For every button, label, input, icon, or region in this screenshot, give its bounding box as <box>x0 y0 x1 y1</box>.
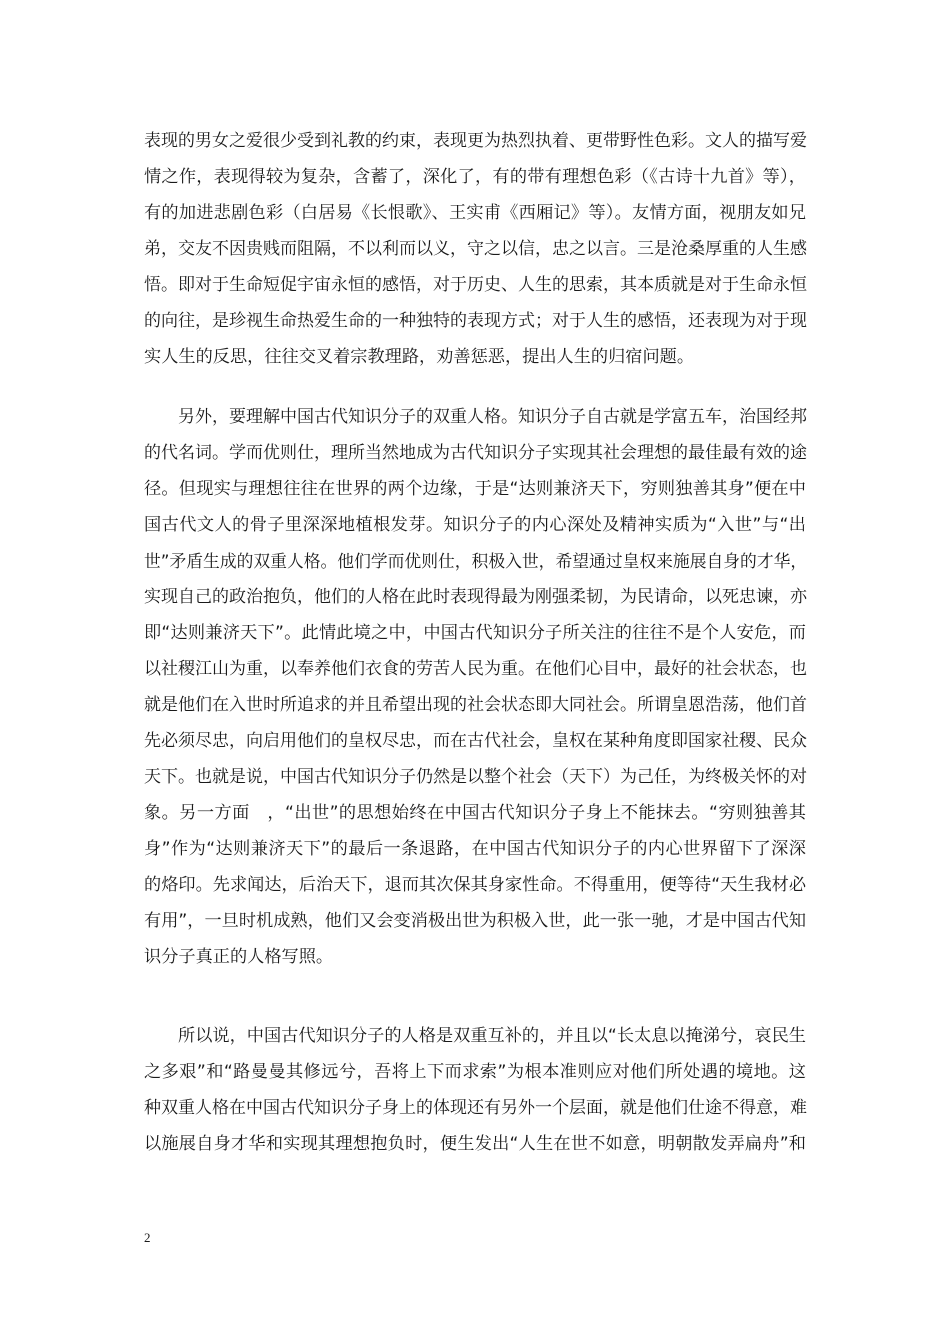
paragraph-line: 实现自己的政治抱负，他们的人格在此时表现得最为刚强柔韧，为民请命，以死忠谏，亦 <box>144 587 807 607</box>
paragraph-line: 表现的男女之爱很少受到礼教的约束，表现更为热烈执着、更带野性色彩。文人的描写爱 <box>144 131 807 151</box>
paragraph-line: 的向往，是珍视生命热爱生命的一种独特的表现方式；对于人生的感悟，还表现为对于现 <box>144 311 807 331</box>
paragraph-line: 有用”，一旦时机成熟，他们又会变消极出世为积极入世，此一张一驰，才是中国古代知 <box>144 911 807 931</box>
paragraph-line: 实人生的反思，往往交叉着宗教理路，劝善惩恶，提出人生的归宿问题。 <box>144 347 695 367</box>
paragraph-line: 识分子真正的人格写照。 <box>144 947 334 967</box>
paragraph-line: 种双重人格在中国古代知识分子身上的体现还有另外一个层面，就是他们仕途不得意，难 <box>144 1098 807 1118</box>
paragraph-line: 象。另一方面 ，“出世”的思想始终在中国古代知识分子身上不能抹去。“穷则独善其 <box>144 803 806 823</box>
paragraph-line: 另外，要理解中国古代知识分子的双重人格。知识分子自古就是学富五车，治国经邦 <box>178 407 807 427</box>
paragraph-line: 世”矛盾生成的双重人格。他们学而优则仕，积极入世，希望通过皇权来施展自身的才华， <box>144 551 808 571</box>
paragraph-line: 所以说，中国古代知识分子的人格是双重互补的，并且以“长太息以掩涕兮，哀民生 <box>178 1026 806 1046</box>
page-number: 2 <box>144 1230 151 1245</box>
paragraph-line: 径。但现实与理想往往在世界的两个边缘，于是“达则兼济天下，穷则独善其身”便在中 <box>144 479 806 499</box>
paragraph-line: 悟。即对于生命短促宇宙永恒的感悟，对于历史、人生的思索，其本质就是对于生命永恒 <box>144 275 807 295</box>
paragraph-line: 国古代文人的骨子里深深地植根发芽。知识分子的内心深处及精神实质为“入世”与“出 <box>144 515 806 535</box>
paragraph-line: 之多艰”和“路曼曼其修远兮，吾将上下而求索”为根本准则应对他们所处遇的境地。这 <box>144 1062 806 1082</box>
paragraph-line: 的代名词。学而优则仕，理所当然地成为古代知识分子实现其社会理想的最佳最有效的途 <box>144 443 807 463</box>
paragraph-line: 即“达则兼济天下”。此情此境之中，中国古代知识分子所关注的往往不是个人安危，而 <box>144 623 806 643</box>
paragraph-line: 就是他们在入世时所追求的并且希望出现的社会状态即大同社会。所谓皇恩浩荡，他们首 <box>144 695 807 715</box>
paragraph-line: 先必须尽忠，向启用他们的皇权尽忠，而在古代社会，皇权在某种角度即国家社稷、民众 <box>144 731 807 751</box>
paragraph-line: 有的加进悲剧色彩（白居易《长恨歌》、王实甫《西厢记》等）。友情方面，视朋友如兄 <box>144 203 806 223</box>
paragraph-line: 情之作，表现得较为复杂，含蓄了，深化了，有的带有理想色彩（《古诗十九首》等）， <box>144 167 806 187</box>
paragraph-line: 以施展自身才华和实现其理想抱负时，便生发出“人生在世不如意，明朝散发弄扁舟”和 <box>144 1134 806 1154</box>
paragraph-line: 以社稷江山为重，以奉养他们衣食的劳苦人民为重。在他们心目中，最好的社会状态，也 <box>144 659 807 679</box>
paragraph-line: 的烙印。先求闻达，后治天下，退而其次保其身家性命。不得重用，便等待“天生我材必 <box>144 875 807 895</box>
paragraph-line: 天下。也就是说，中国古代知识分子仍然是以整个社会（天下）为己任，为终极关怀的对 <box>144 767 807 787</box>
paragraph-line: 弟，交友不因贵贱而阻隔，不以利而以义，守之以信，忠之以言。三是沧桑厚重的人生感 <box>144 239 807 259</box>
paragraph-line: 身”作为“达则兼济天下”的最后一条退路，在中国古代知识分子的内心世界留下了深深 <box>144 839 806 859</box>
